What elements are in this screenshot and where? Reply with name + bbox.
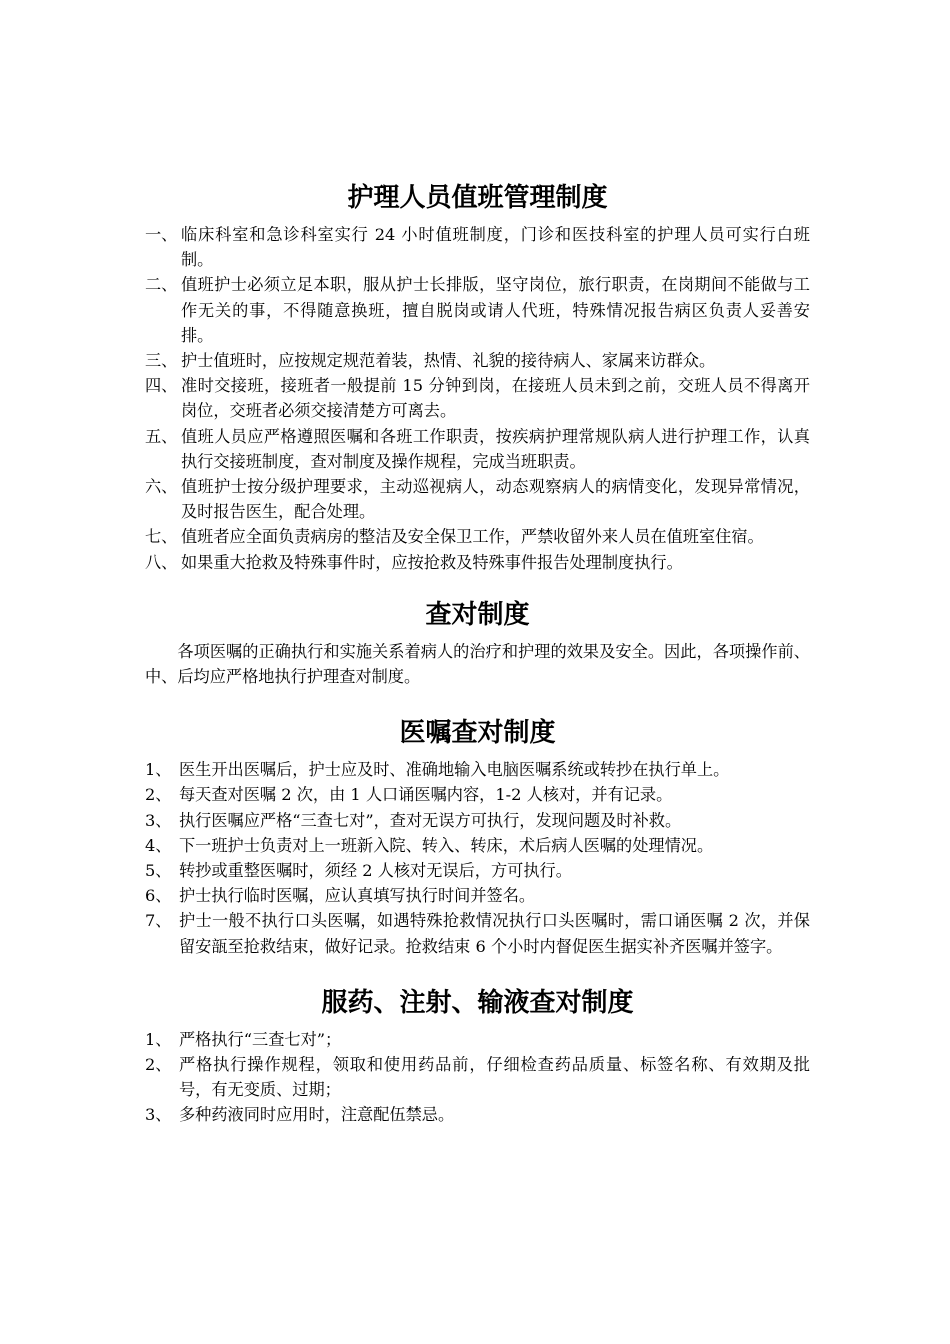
section-order-check <box>145 713 810 959</box>
item-text: 多种药液同时应用时，注意配伍禁忌。 <box>179 1105 455 1125</box>
item-number: 六、 <box>145 477 178 497</box>
list-item <box>145 1102 810 1127</box>
rule-list <box>145 1027 810 1128</box>
section-title: 医嘱查对制度 <box>399 718 556 749</box>
item-text: 如果重大抢救及特殊事件时，应按抢救及特殊事件报告处理制度执行。 <box>181 552 683 572</box>
item-number: 三、 <box>145 351 178 371</box>
section-title: 查对制度 <box>425 599 530 630</box>
list-item <box>145 348 810 373</box>
item-number: 6、 <box>145 886 172 906</box>
item-text: 下一班护士负责对上一班新入院、转入、转床，术后病人医嘱的处理情况。 <box>179 835 714 855</box>
item-text: 执行医嘱应严格“三查七对”，查对无误方可执行，发现问题及时补救。 <box>179 810 682 830</box>
item-number: 四、 <box>145 376 178 396</box>
list-item <box>145 424 810 474</box>
item-text: 准时交接班，接班者一般提前 15 分钟到岗，在接班人员未到之前，交班人员不得离开岗位，交班者必须交接清楚方可离去。 <box>181 376 810 421</box>
item-number: 二、 <box>145 275 178 295</box>
rule-list <box>145 757 810 959</box>
rule-list <box>145 222 810 575</box>
item-number: 4、 <box>145 835 172 855</box>
item-number: 1、 <box>145 760 172 780</box>
list-item <box>145 757 810 782</box>
item-number: 3、 <box>145 810 172 830</box>
list-item <box>145 908 810 958</box>
item-number: 七、 <box>145 527 178 547</box>
list-item <box>145 833 810 858</box>
list-item <box>145 858 810 883</box>
item-number: 7、 <box>145 911 172 931</box>
item-number: 2、 <box>145 785 172 805</box>
item-text: 严格执行“三查七对”； <box>179 1029 342 1049</box>
item-text: 护士执行临时医嘱，应认真填写执行时间并签名。 <box>179 886 536 906</box>
item-number: 五、 <box>145 426 178 446</box>
document-content <box>145 178 810 1128</box>
list-item <box>145 808 810 833</box>
list-item <box>145 550 810 575</box>
item-text: 每天查对医嘱 2 次，由 1 人口诵医嘱内容，1-2 人核对，并有记录。 <box>179 785 673 805</box>
item-text: 护士值班时，应按规定规范着装，热情、礼貌的接待病人、家属来访群众。 <box>181 351 716 371</box>
list-item <box>145 883 810 908</box>
list-item <box>145 474 810 524</box>
item-text: 护士一般不执行口头医嘱，如遇特殊抢救情况执行口头医嘱时，需口诵医嘱 2 次，并保留安瓿至抢救结束，做好记录。抢救结束 6 个小时内督促医生据实补齐医嘱并签字。 <box>179 911 810 956</box>
item-number: 八、 <box>145 552 178 572</box>
section-paragraph: 各项医嘱的正确执行和实施关系着病人的治疗和护理的效果及安全。因此，各项操作前、中、后均应严格地执行护理查对制度。 <box>145 641 810 687</box>
list-item <box>145 1052 810 1102</box>
item-number: 一、 <box>145 225 178 244</box>
item-text: 转抄或重整医嘱时，须经 2 人核对无误后，方可执行。 <box>179 861 572 881</box>
list-item <box>145 222 810 272</box>
section-medication-check <box>145 983 810 1128</box>
item-text: 值班者应全面负责病房的整洁及安全保卫工作，严禁收留外来人员在值班室住宿。 <box>181 527 764 547</box>
section-title: 服药、注射、输液查对制度 <box>321 987 634 1018</box>
list-item <box>145 524 810 549</box>
item-number: 3、 <box>145 1105 172 1125</box>
item-number: 5、 <box>145 861 172 881</box>
item-text: 临床科室和急诊科室实行 24 小时值班制度，门诊和医技科室的护理人员可实行白班制。 <box>181 225 810 270</box>
list-item <box>145 782 810 807</box>
item-text: 值班护士按分级护理要求，主动巡视病人，动态观察病人的病情变化，发现异常情况，及时报告医生，配合处理。 <box>181 477 810 522</box>
item-number: 1、 <box>145 1029 172 1049</box>
item-number: 2、 <box>145 1055 172 1075</box>
item-text: 医生开出医嘱后，护士应及时、准确地输入电脑医嘱系统或转抄在执行单上。 <box>179 760 730 780</box>
item-text: 值班人员应严格遵照医嘱和各班工作职责，按疾病护理常规队病人进行护理工作，认真执行交接班制度，查对制度及操作规程，完成当班职责。 <box>181 426 810 471</box>
list-item <box>145 272 810 348</box>
section-duty-management <box>145 178 810 575</box>
section-check-system <box>145 595 810 689</box>
item-text: 严格执行操作规程，领取和使用药品前，仔细检查药品质量、标签名称、有效期及批号，有无变质、过期； <box>179 1055 810 1100</box>
section-title: 护理人员值班管理制度 <box>347 183 608 213</box>
item-text: 值班护士必须立足本职，服从护士长排版，坚守岗位，旅行职责，在岗期间不能做与工作无关的事，不得随意换班，擅自脱岗或请人代班，特殊情况报告病区负责人妥善安排。 <box>181 275 810 345</box>
list-item <box>145 373 810 423</box>
list-item <box>145 1027 810 1052</box>
